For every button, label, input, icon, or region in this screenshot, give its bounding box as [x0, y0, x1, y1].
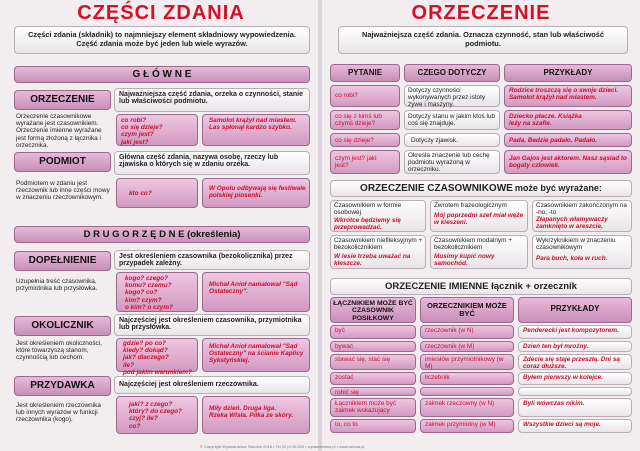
left-title: CZĘŚCI ZDANIA — [77, 2, 245, 24]
table2-cell: Zdecie się staje przeszłą. Dni są coraz dłuższe. — [523, 356, 620, 371]
drugorzedne-header — [14, 226, 310, 243]
okolicznik-definition: Najczęściej jest określeniem czasownika, przymiotnika lub przysłówka. — [114, 314, 310, 336]
table-row — [504, 110, 632, 130]
right-intro: Najważniejsza część zdania. Oznacza czynność, stan lub właściwość podmiotu. — [338, 26, 628, 54]
czas-cell-example: Musimy kupić nowy samochód. — [434, 253, 495, 268]
table1-cell: Dotyczy zjawisk. — [411, 137, 458, 144]
okolicznik-questions: gdzie? po co? kiedy? dokąd? jak? dlaczego? ile? pod jakim warunkiem? — [123, 340, 192, 376]
orzeczenie-label: ORZECZENIE — [14, 90, 111, 110]
table1-cell: Określa znaczenie lub cechę podmiotu wyrażoną w orzeczniku. — [408, 152, 490, 174]
table1-cell: Rodzice troszczą się o swoje dzieci. Samolot krążył nad miastem. — [509, 87, 619, 102]
table2-cell: Wszystkie dzieci są moje. — [523, 421, 601, 428]
dopelnienie-definition: Jest określeniem czasownika (bezokolicznika) przez przypadek zależny. — [114, 250, 310, 270]
table1-header-przyklady: PRZYKŁADY — [504, 64, 632, 82]
table-row — [404, 133, 500, 147]
table-row-cell — [330, 354, 416, 370]
czas-cell — [532, 200, 632, 232]
dopelnienie-questions: kogo? czego? komu? czemu? kogo? co? kim? czym? o kim? o czym? — [125, 275, 173, 311]
czas-cell — [532, 235, 632, 269]
czas-cell-label: Czasownikiem w formie osobowej — [334, 202, 402, 217]
drugorzedne-sub: (określenia) — [187, 229, 241, 240]
left-intro: Części zdania (składnik) to najmniejszy element składniowy wypowiedzenia. Część zdania może być jeden lub wiele wyrazów. — [14, 26, 310, 54]
table-row-cell — [330, 372, 416, 385]
table-row — [330, 150, 400, 174]
przydawka-definition: Najczęściej jest określeniem rzeczownika. — [114, 376, 310, 394]
czas-title-tail: może być wyrażane: — [514, 183, 602, 193]
table2-cell: stawać się, stać się — [335, 356, 391, 363]
table2-header-orzecznik: ORZECZNIKIEM MOŻE BYĆ — [420, 297, 514, 323]
czas-cell-label: Czasownikiem modalnym + bezokolicznikiem — [434, 237, 512, 252]
przydawka-label: PRZYDAWKA — [14, 376, 111, 396]
table2-cell: być — [335, 327, 345, 334]
table1-cell: co robi? — [335, 92, 358, 99]
table-row-cell — [330, 419, 416, 433]
table2-cell: rzeczownik (w M) — [425, 343, 475, 350]
table2-cell: bywać — [335, 343, 354, 350]
footer: © Copyright Wydawnictwo Szkolne 2016 • Tel 22 pl 00-000 • wydawnictwo.pl • www.szkola.pl — [200, 444, 365, 449]
table1-cell: Dotyczy stanu w jakim ktoś lub coś się znajduje. — [408, 113, 496, 128]
table-row-cell — [330, 341, 416, 352]
page-gutter — [318, 0, 322, 451]
table2-cell: Byli wówczas nikim. — [523, 400, 585, 407]
table-row — [330, 133, 400, 147]
table-row-cell — [518, 419, 632, 433]
table1-cell: Dotyczy czynności wykonywanych przez istoty żywe i maszyny. — [408, 87, 486, 109]
przydawka-examples: Miły dzień. Druga liga. Rzeka Wisła. Piłka ze skóry. — [209, 405, 294, 420]
table2-cell: robić się — [335, 389, 359, 396]
right-title: ORZECZENIE — [411, 2, 551, 24]
table-row — [504, 85, 632, 107]
table1-cell: Pada. Bedzie padało. Padało. — [509, 137, 598, 144]
czas-cell-label: Wykrzyknikiem w znaczeniu czasownikowym — [536, 237, 616, 252]
okolicznik-label: OKOLICZNIK — [14, 316, 111, 336]
table-row — [504, 133, 632, 147]
right-page — [324, 0, 638, 451]
table-row-cell — [420, 398, 514, 417]
orzeczenie-questions: co robi? co się dzieje? czym jest? jaki jest? — [121, 117, 163, 146]
table-row-cell — [518, 354, 632, 370]
czas-cell — [430, 200, 528, 232]
table2-cell: Dzień ten był mroźny. — [523, 343, 589, 350]
drugorzedne-label: D R U G O R Z Ę D N E — [83, 229, 185, 240]
table-row-cell — [518, 372, 632, 385]
czas-cell-example: Mój poprzedni szef miał węże w kieszeni. — [434, 212, 524, 227]
table2-header-przyklady: PRZYKŁADY — [518, 297, 632, 323]
table2-cell: Byłem pierwszy w kolejce. — [523, 374, 603, 381]
table2-cell: Łącznikiem może być zaimek wskazujący — [335, 400, 397, 415]
podmiot-definition: Główna część zdania, nazywa osobę, rzeczy lub zjawiska o których się w zdaniu orzeka. — [114, 151, 310, 175]
czas-cell-example: Para buch, koła w ruch. — [536, 255, 608, 262]
table2-cell: zaimek rzeczowny (w N) — [425, 400, 495, 407]
czas-title: ORZECZENIE CZASOWNIKOWE — [360, 183, 513, 194]
czas-cell-example: W lesie trzeba uważać na kleszcze. — [334, 253, 411, 268]
table-row-cell — [518, 398, 632, 417]
table1-cell: Dziecko płacze. Książka leży na szafie. — [509, 113, 582, 128]
podmiot-questions: kto co? — [129, 190, 152, 197]
table1-cell: co się dzieje? — [335, 137, 374, 144]
przydawka-questions: jaki? z czego? który? do czego? czyj? ile? co? — [129, 401, 182, 430]
podmiot-examples: W Opolu odbywają się festiwale polskiej piosenki. — [209, 185, 306, 200]
przydawka-side: Jest określeniem rzeczownika lub innych wyrazów w funkcji rzeczownika (kogo). — [16, 402, 101, 424]
imienne-header: ORZECZENIE IMIENNE łącznik + orzecznik — [330, 278, 632, 295]
table2-cell: imiesłów przymiotnikowy (w M) — [425, 356, 504, 371]
table2-cell: Penderecki jest kompozytorem. — [523, 327, 619, 334]
orzeczenie-side: Orzeczenie czasownikowe wyrażane jest czasownikiem. Orzeczenie imienne wyrażane jest formą złożoną z łącznika i orzecznika. — [16, 113, 104, 149]
table-row-cell — [420, 354, 514, 370]
table-row-cell — [330, 387, 416, 396]
czas-cell-example: Wkrótce będziemy się przeprowadzać. — [334, 217, 401, 232]
czas-cell — [330, 235, 426, 269]
table-row-cell — [420, 419, 514, 433]
czas-cell — [430, 235, 528, 269]
table-row-cell — [518, 387, 632, 396]
table2-cell: rzeczownik (w N) — [425, 327, 474, 334]
czas-header — [330, 180, 632, 197]
table2-header-lacznik: ŁĄCZNIKIEM MOŻE BYĆ CZASOWNIK POSIŁKOWY — [330, 297, 416, 323]
table1-cell: czym jest? jaki jest? — [335, 155, 377, 170]
dopelnienie-examples: Michał Anioł namalował "Sąd Ostateczny". — [209, 281, 298, 296]
czas-cell-label: Czasownikiem zakończonym na -no, -to — [536, 202, 627, 217]
podmiot-label: PODMIOT — [14, 152, 111, 172]
czas-cell-label: Czasownikiem nieflleksyjnym + bezokolicznikiem — [334, 237, 423, 252]
table1-cell: co się z kimś lub czymś dzieje? — [335, 113, 382, 128]
okolicznik-examples: Michał Anioł namalował "Sąd Ostateczny" na ścianie Kaplicy Sykstyńskiej. — [209, 343, 304, 365]
table2-cell: liczebnik — [425, 374, 450, 381]
dopelnienie-label: DOPEŁNIENIE — [14, 251, 111, 271]
table1-header-czego: CZEGO DOTYCZY — [404, 64, 500, 82]
table1-cell: Jan Gajos jest aktorem. Nasz sąsiad to bogaty człowiek. — [509, 155, 627, 170]
table-row-cell — [518, 341, 632, 352]
podmiot-side: Podmiotem w zdaniu jest rzeczownik lub inne części mowy w znaczeniu rzeczownikowym. — [16, 180, 110, 202]
table-row — [504, 150, 632, 174]
table-row — [404, 85, 500, 107]
table-row-cell — [420, 341, 514, 352]
table-row-cell — [330, 325, 416, 339]
table-row — [330, 110, 400, 130]
czas-cell — [330, 200, 426, 232]
table1-header-pytanie: PYTANIE — [330, 64, 400, 82]
table2-cell: zaimek przymiotny (w M) — [425, 421, 496, 428]
table-row-cell — [330, 398, 416, 417]
table-row-cell — [420, 372, 514, 385]
dopelnienie-side: Uzupełnia treść czasownika, przymiotnika lub przysłówka. — [16, 278, 98, 293]
table2-cell: to, co to — [335, 421, 358, 428]
left-page — [4, 0, 318, 451]
table-row-cell — [420, 325, 514, 339]
table-row-cell — [518, 325, 632, 339]
czas-cell-example: Złapanych włamywaczy zamknięto w areszcie. — [536, 216, 608, 231]
orzeczenie-examples: Samolot krążył nad miastem. Las spłonął kardzo szybko. — [209, 117, 297, 132]
czas-cell-label: Zwrotem frazeologicznym — [434, 202, 507, 209]
orzeczenie-definition: Najważniejsza część zdania, orzeka o czynności, stanie lub właściwości podmiotu. — [114, 88, 310, 112]
table2-cell: zostać — [335, 374, 354, 381]
table-row — [404, 110, 500, 130]
table-row-cell — [420, 387, 514, 396]
okolicznik-side: Jest określeniem okoliczności, które towarzyszą stanom, czynnością lub cechom. — [16, 340, 102, 362]
table-row — [330, 85, 400, 107]
glowne-header: G Ł Ó W N E — [14, 66, 310, 83]
table-row — [404, 150, 500, 174]
